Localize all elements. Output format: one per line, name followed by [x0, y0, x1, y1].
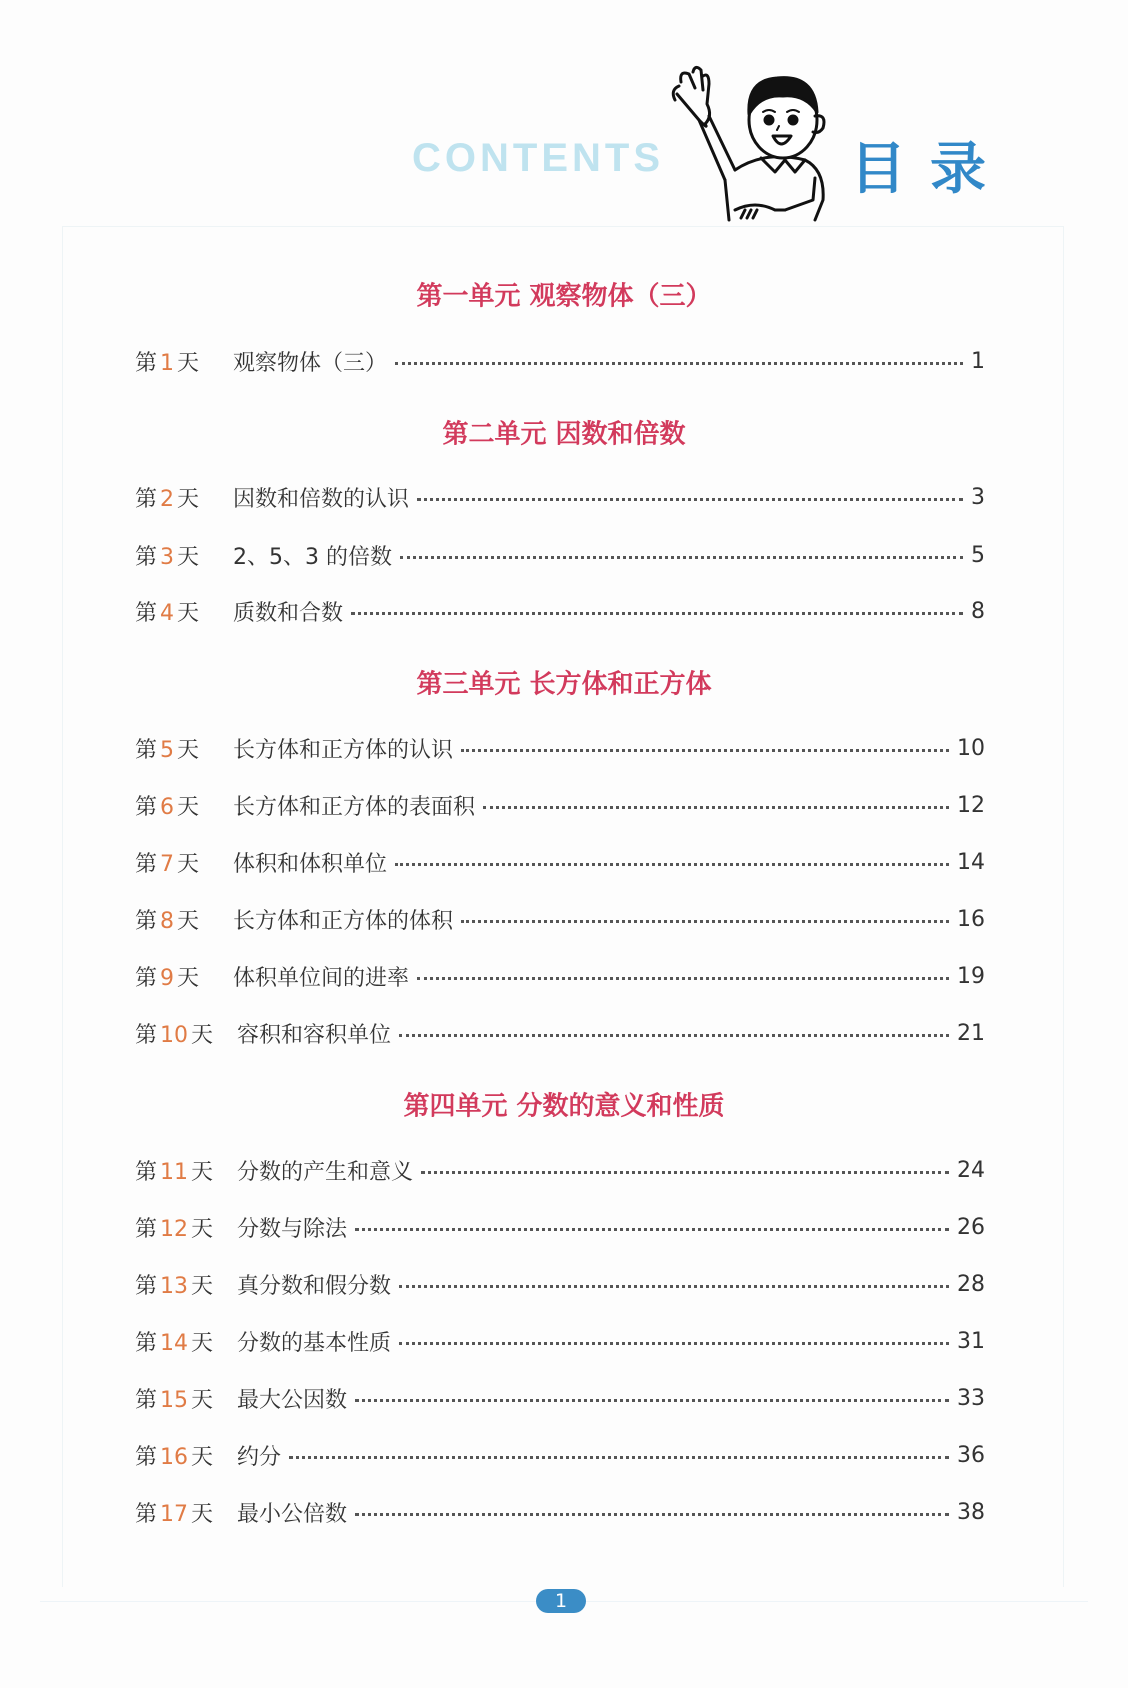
dot-leader [399, 1034, 949, 1037]
day-number: 9 [160, 965, 175, 991]
dot-leader [355, 1513, 949, 1516]
day-prefix: 第 [135, 1273, 158, 1299]
entry-page-number: 19 [957, 963, 985, 989]
entry-page-number: 14 [957, 849, 985, 875]
dot-leader [417, 977, 949, 980]
entry-title: 观察物体（三） [233, 350, 388, 376]
day-number: 6 [160, 794, 175, 820]
day-prefix: 第 [135, 350, 158, 376]
dot-leader [395, 362, 963, 365]
day-prefix: 第 [135, 794, 158, 820]
day-label [135, 596, 199, 627]
entry-page-number: 33 [957, 1385, 985, 1411]
day-number: 16 [160, 1444, 189, 1470]
day-number: 17 [160, 1501, 189, 1527]
entry-page-number: 10 [957, 735, 985, 761]
entry-title: 体积单位间的进率 [233, 965, 410, 991]
toc-entry[interactable] [135, 961, 985, 991]
entry-page-number: 12 [957, 792, 985, 818]
entry-title: 2、5、3 的倍数 [233, 544, 393, 570]
day-suffix: 天 [191, 1330, 214, 1356]
entry-page-number: 28 [957, 1271, 985, 1297]
day-suffix: 天 [177, 544, 200, 570]
dot-leader [289, 1456, 949, 1459]
entry-title: 分数与除法 [237, 1216, 348, 1242]
toc-entry[interactable] [135, 1383, 985, 1413]
day-prefix: 第 [135, 737, 158, 763]
day-prefix: 第 [135, 908, 158, 934]
day-label [135, 847, 199, 878]
dot-leader [355, 1399, 949, 1402]
dot-leader [421, 1171, 949, 1174]
toc-entry[interactable] [135, 1440, 985, 1470]
page-title: 目录 [850, 137, 1010, 202]
dot-leader [461, 920, 949, 923]
day-suffix: 天 [191, 1501, 214, 1527]
day-suffix: 天 [191, 1022, 214, 1048]
day-prefix: 第 [135, 1330, 158, 1356]
day-suffix: 天 [191, 1273, 214, 1299]
day-suffix: 天 [177, 737, 200, 763]
toc-entry[interactable] [135, 904, 985, 934]
toc-entry[interactable] [135, 847, 985, 877]
day-number: 11 [160, 1159, 189, 1185]
toc-entry[interactable] [135, 482, 985, 512]
day-label [135, 540, 199, 571]
entry-page-number: 36 [957, 1442, 985, 1468]
entry-title: 分数的产生和意义 [237, 1159, 414, 1185]
entry-page-number: 5 [971, 542, 985, 568]
day-prefix: 第 [135, 1501, 158, 1527]
day-label [135, 961, 199, 992]
unit-heading: 第三单元 长方体和正方体 [416, 669, 712, 700]
contents-word: CONTENTS [412, 136, 664, 180]
entry-title: 真分数和假分数 [237, 1273, 392, 1299]
entry-page-number: 3 [971, 484, 985, 510]
day-suffix: 天 [177, 851, 200, 877]
dot-leader [461, 749, 949, 752]
day-label [135, 482, 199, 513]
dot-leader [483, 806, 949, 809]
entry-title: 体积和体积单位 [233, 851, 388, 877]
day-number: 7 [160, 851, 175, 877]
day-number: 15 [160, 1387, 189, 1413]
unit-heading: 第四单元 分数的意义和性质 [403, 1091, 725, 1122]
day-label [135, 1269, 213, 1300]
entry-page-number: 21 [957, 1020, 985, 1046]
day-prefix: 第 [135, 544, 158, 570]
day-number: 8 [160, 908, 175, 934]
toc-entry[interactable] [135, 733, 985, 763]
dot-leader [399, 1285, 949, 1288]
entry-page-number: 38 [957, 1499, 985, 1525]
day-number: 3 [160, 544, 175, 570]
day-prefix: 第 [135, 1022, 158, 1048]
day-number: 14 [160, 1330, 189, 1356]
toc-entry[interactable] [135, 1269, 985, 1299]
entry-page-number: 31 [957, 1328, 985, 1354]
day-label [135, 790, 199, 821]
day-label [135, 1383, 213, 1414]
toc-entry[interactable] [135, 790, 985, 820]
day-suffix: 天 [177, 350, 200, 376]
entry-title: 容积和容积单位 [237, 1022, 392, 1048]
day-suffix: 天 [191, 1444, 214, 1470]
day-suffix: 天 [191, 1387, 214, 1413]
entry-title: 最小公倍数 [237, 1501, 348, 1527]
day-label [135, 1212, 213, 1243]
unit-heading: 第一单元 观察物体（三） [416, 281, 712, 312]
day-number: 13 [160, 1273, 189, 1299]
dot-leader [351, 612, 963, 615]
day-suffix: 天 [191, 1216, 214, 1242]
entry-page-number: 26 [957, 1214, 985, 1240]
entry-title: 质数和合数 [233, 600, 344, 626]
day-suffix: 天 [177, 965, 200, 991]
day-label [135, 1018, 213, 1049]
waving-boy-illustration [665, 60, 855, 230]
day-suffix: 天 [191, 1159, 214, 1185]
day-prefix: 第 [135, 600, 158, 626]
entry-page-number: 24 [957, 1157, 985, 1183]
day-suffix: 天 [177, 600, 200, 626]
toc-entry[interactable] [135, 540, 985, 570]
day-number: 12 [160, 1216, 189, 1242]
entry-page-number: 1 [971, 348, 985, 374]
unit-heading: 第二单元 因数和倍数 [442, 419, 686, 450]
dot-leader [417, 498, 963, 501]
day-label [135, 1440, 213, 1471]
entry-title: 长方体和正方体的认识 [233, 737, 454, 763]
day-label [135, 1326, 213, 1357]
day-label [135, 1155, 213, 1186]
day-suffix: 天 [177, 794, 200, 820]
entry-title: 分数的基本性质 [237, 1330, 392, 1356]
toc-entry[interactable] [135, 1018, 985, 1048]
day-number: 10 [160, 1022, 189, 1048]
day-number: 2 [160, 486, 175, 512]
entry-title: 长方体和正方体的表面积 [233, 794, 476, 820]
day-prefix: 第 [135, 1159, 158, 1185]
day-suffix: 天 [177, 486, 200, 512]
entry-title: 最大公因数 [237, 1387, 348, 1413]
day-prefix: 第 [135, 851, 158, 877]
entry-page-number: 16 [957, 906, 985, 932]
day-label [135, 346, 199, 377]
toc-entry[interactable] [135, 346, 985, 376]
day-number: 4 [160, 600, 175, 626]
entry-title: 因数和倍数的认识 [233, 486, 410, 512]
dot-leader [355, 1228, 949, 1231]
toc-entry[interactable] [135, 596, 985, 626]
dot-leader [395, 863, 949, 866]
toc-entry[interactable] [135, 1326, 985, 1356]
day-label [135, 733, 199, 764]
toc-entry[interactable] [135, 1212, 985, 1242]
day-prefix: 第 [135, 1216, 158, 1242]
dot-leader [399, 1342, 949, 1345]
dot-leader [400, 556, 963, 559]
day-prefix: 第 [135, 486, 158, 512]
day-number: 1 [160, 350, 175, 376]
day-label [135, 1497, 213, 1528]
day-prefix: 第 [135, 965, 158, 991]
entry-page-number: 8 [971, 598, 985, 624]
entry-title: 约分 [237, 1444, 282, 1470]
toc-entry[interactable] [135, 1155, 985, 1185]
day-prefix: 第 [135, 1444, 158, 1470]
page-number-badge: 1 [536, 1589, 586, 1613]
day-number: 5 [160, 737, 175, 763]
day-suffix: 天 [177, 908, 200, 934]
entry-title: 长方体和正方体的体积 [233, 908, 454, 934]
day-prefix: 第 [135, 1387, 158, 1413]
toc-entry[interactable] [135, 1497, 985, 1527]
day-label [135, 904, 199, 935]
